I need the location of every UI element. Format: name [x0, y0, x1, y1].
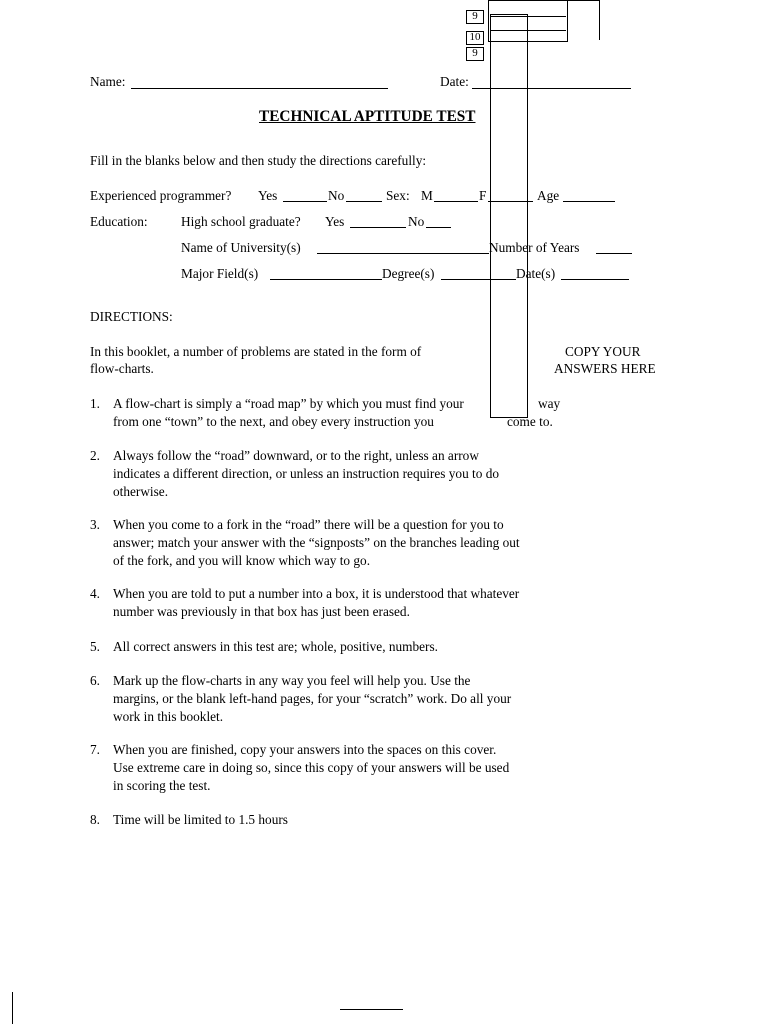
direction-line: work in this booklet.	[113, 709, 224, 724]
sex-label: Sex:	[386, 188, 410, 203]
direction-line: of the fork, and you will know which way to go.	[113, 553, 371, 568]
direction-line: in scoring the test.	[113, 778, 211, 793]
direction-line: otherwise.	[113, 484, 169, 499]
direction-1-tail-2: come to.	[507, 414, 553, 429]
name-field[interactable]	[131, 88, 388, 89]
copy-answers-line-2: ANSWERS HERE	[554, 361, 656, 376]
box-number-bottom: 9	[466, 47, 484, 61]
direction-line: When you are told to put a number into a box, it is understood that whatever	[113, 586, 520, 601]
dates-field[interactable]	[561, 279, 629, 280]
direction-number: 3.	[90, 517, 100, 532]
name-label: Name:	[90, 74, 126, 89]
highschool-no-field[interactable]	[426, 227, 451, 228]
direction-line: margins, or the blank left-hand pages, for your “scratch” work. Do all your	[113, 691, 512, 706]
university-field[interactable]	[317, 253, 489, 254]
footer-rule	[340, 1009, 403, 1010]
direction-line: All correct answers in this test are; whole, positive, numbers.	[113, 639, 438, 654]
direction-line: Time will be limited to 1.5 hours	[113, 812, 288, 827]
age-label: Age	[537, 188, 560, 203]
years-field[interactable]	[596, 253, 632, 254]
highschool-yes-label: Yes	[325, 214, 345, 229]
major-label: Major Field(s)	[181, 266, 259, 281]
date-field[interactable]	[472, 88, 631, 89]
programmer-no-label: No	[328, 188, 345, 203]
highschool-no-label: No	[408, 214, 425, 229]
direction-number: 4.	[90, 586, 100, 601]
direction-line: Always follow the “road” downward, or to the right, unless an arrow	[113, 448, 479, 463]
direction-number: 1.	[90, 396, 100, 411]
direction-line: number was previously in that box has just been erased.	[113, 604, 410, 619]
highschool-yes-field[interactable]	[350, 227, 406, 228]
footer-margin-tick	[12, 992, 13, 1024]
sex-m-label: M	[421, 188, 433, 203]
programmer-yes-field[interactable]	[283, 201, 327, 202]
sex-f-field[interactable]	[488, 201, 533, 202]
box-number-top: 9	[466, 10, 484, 24]
programmer-no-field[interactable]	[346, 201, 382, 202]
direction-line: When you are finished, copy your answers into the spaces on this cover.	[113, 742, 497, 757]
highschool-question: High school graduate?	[181, 214, 301, 229]
booklet-line-1: In this booklet, a number of problems are stated in the form of	[90, 344, 422, 359]
top-rule	[488, 0, 600, 1]
direction-number: 6.	[90, 673, 100, 688]
university-label: Name of University(s)	[181, 240, 301, 255]
copy-answers-line-1: COPY YOUR	[565, 344, 641, 359]
sex-f-label: F	[479, 188, 487, 203]
page-title: TECHNICAL APTITUDE TEST	[259, 108, 476, 125]
degree-label: Degree(s)	[382, 266, 435, 281]
direction-number: 5.	[90, 639, 100, 654]
direction-line: from one “town” to the next, and obey every instruction you	[113, 414, 434, 429]
sex-m-field[interactable]	[434, 201, 478, 202]
age-field[interactable]	[563, 201, 615, 202]
directions-heading: DIRECTIONS:	[90, 309, 173, 324]
direction-number: 2.	[90, 448, 100, 463]
programmer-question: Experienced programmer?	[90, 188, 232, 203]
direction-line: Mark up the flow-charts in any way you feel will help you. Use the	[113, 673, 471, 688]
box-number-middle: 10	[466, 31, 484, 45]
degree-field[interactable]	[441, 279, 516, 280]
major-field[interactable]	[270, 279, 382, 280]
years-label: Number of Years	[489, 240, 580, 255]
intro-text: Fill in the blanks below and then study the directions carefully:	[90, 153, 427, 168]
programmer-yes-label: Yes	[258, 188, 278, 203]
booklet-line-2: flow-charts.	[90, 361, 154, 376]
direction-1-tail-1: way	[538, 396, 561, 411]
date-label: Date:	[440, 74, 469, 89]
direction-line: Use extreme care in doing so, since this copy of your answers will be used	[113, 760, 510, 775]
right-tick-line	[599, 0, 600, 40]
dates-label: Date(s)	[516, 266, 556, 281]
direction-number: 8.	[90, 812, 100, 827]
direction-line: answer; match your answer with the “signposts” on the branches leading out	[113, 535, 520, 550]
direction-number: 7.	[90, 742, 100, 757]
direction-line: indicates a different direction, or unless an instruction requires you to do	[113, 466, 499, 481]
answer-column	[490, 14, 528, 418]
direction-line: When you come to a fork in the “road” there will be a question for you to	[113, 517, 504, 532]
education-label: Education:	[90, 214, 148, 229]
direction-line: A flow-chart is simply a “road map” by which you must find your	[113, 396, 464, 411]
